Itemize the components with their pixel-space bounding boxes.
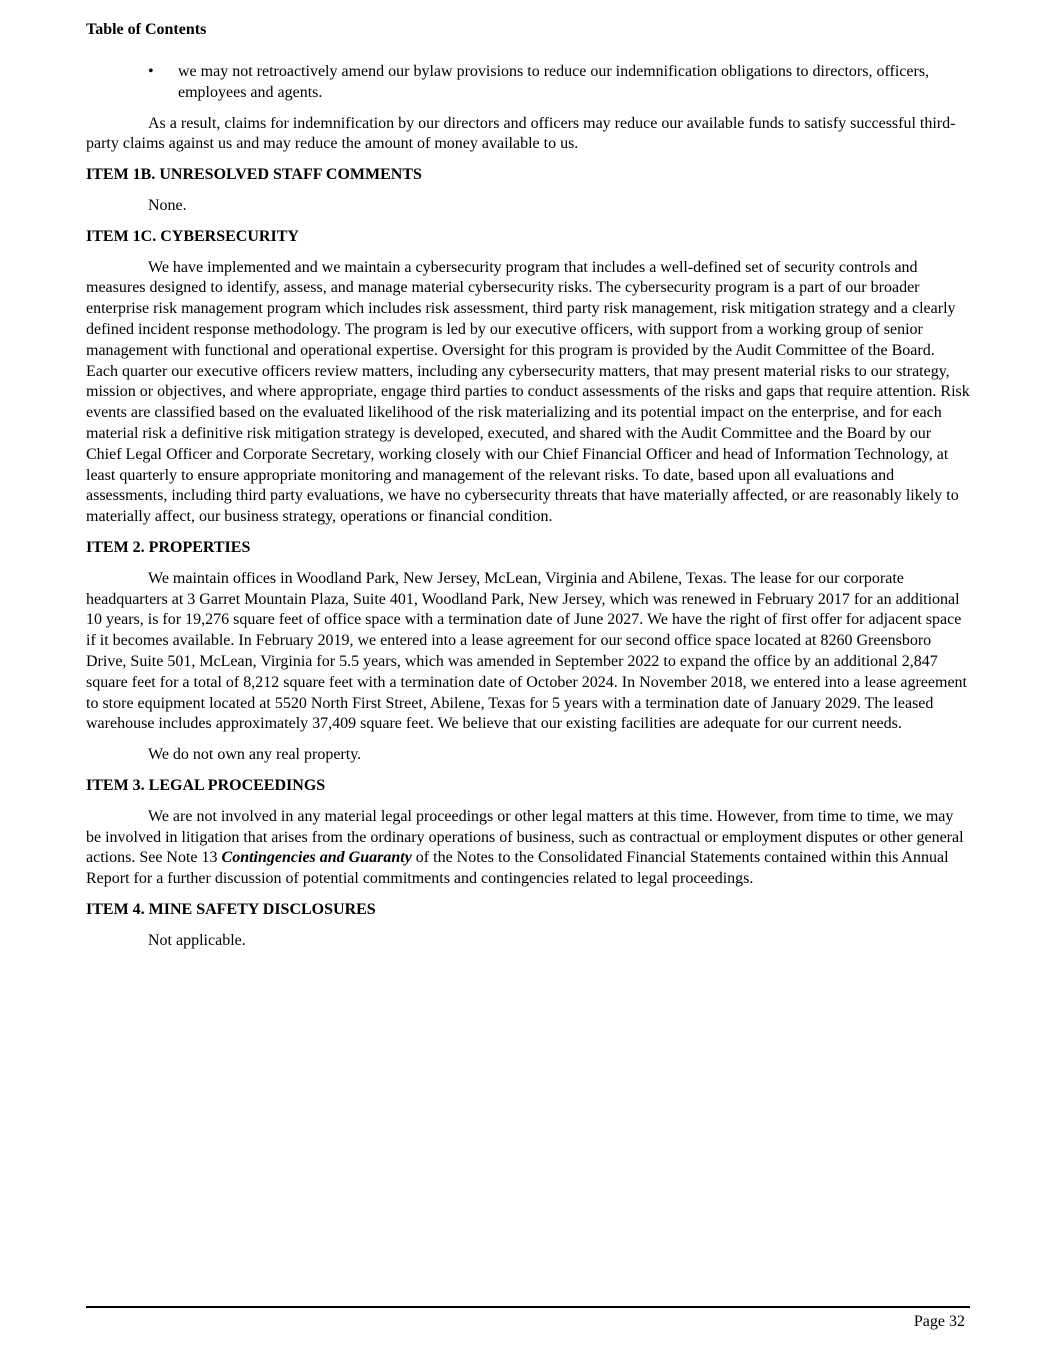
table-of-contents-link[interactable]: Table of Contents bbox=[86, 21, 207, 38]
item-1b-heading: ITEM 1B. UNRESOLVED STAFF COMMENTS bbox=[86, 166, 422, 184]
bullet-item bbox=[86, 62, 970, 104]
item-1c-body: We have implemented and we maintain a cybersecurity program that includes a well-defined set of security controls and measures designed to identify, assess, and manage material cybersecurity risks. The cybersecurity program is a part of our broader enterprise risk management program which includes risk assessment, third party risk management, risk mitigation strategy and a clearly defined incident response methodology. The program is led by our executive officers, with support from a working group of senior management with functional and operational expertise. Oversight for this program is provided by the Audit Committee of the Board. Each quarter our executive officers review matters, including any cybersecurity matters, that may present material risks to our strategy, mission or objectives, and where appropriate, engage third parties to conduct assessments of the risks and gaps that require attention. Risk events are classified based on the evaluated likelihood of the risk materializing and its potential impact on the enterprise, and for each material risk a definitive risk mitigation strategy is developed, executed, and shared with the Audit Committee and the Board by our Chief Legal Officer and Corporate Secretary, working closely with our Chief Financial Officer and head of Information Technology, at least quarterly to ensure appropriate monitoring and management of the relevant risks. To date, based upon all evaluations and assessments, including third party evaluations, we have no cybersecurity threats that have materially affected, or are reasonably likely to materially affect, our business strategy, operations or financial condition. bbox=[86, 258, 970, 526]
item-3-body-before: We are not involved in any material legal proceedings or other legal matters at this time. However, from time to time, we may be involved in litigation that arises from the ordinary operations of business, such as contractual or employment disputes or other general actions. See Note 13 bbox=[86, 807, 964, 867]
page-number: Page 32 bbox=[913, 1313, 965, 1330]
item-3-body-after: of the Notes to the Consolidated Financial Statements contained within this Annual Report for a further discussion of potential commitments and contingencies related to legal proceedings. bbox=[86, 849, 949, 888]
item-2-body: We maintain offices in Woodland Park, New Jersey, McLean, Virginia and Abilene, Texas. The lease for our corporate headquarters at 3 Garret Mountain Plaza, Suite 401, Woodland Park, New Jersey, which was renewed in February 2017 for an additional 10 years, is for 19,276 square feet of office space with a termination date of June 2027. We have the right of first offer for adjacent space if it becomes available. In February 2019, we entered into a lease agreement for our second office space located at 8260 Greensboro Drive, Suite 501, McLean, Virginia for 5.5 years, which was amended in September 2022 to expand the office by an additional 2,847 square feet for a total of 8,212 square feet with a termination date of October 2024. In November 2018, we entered into a lease agreement to store equipment located at 5520 North First Street, Abilene, Texas for 5 years with a termination date of January 2029. The leased warehouse includes approximately 37,409 square feet. We believe that our existing facilities are adequate for our current needs. bbox=[86, 569, 967, 733]
item-3-body-emphasis: Contingencies and Guaranty bbox=[221, 849, 412, 867]
item-2-heading: ITEM 2. PROPERTIES bbox=[86, 538, 251, 556]
bullet-symbol: • bbox=[148, 63, 154, 80]
item-3-heading: ITEM 3. LEGAL PROCEEDINGS bbox=[86, 776, 326, 794]
item-4-heading: ITEM 4. MINE SAFETY DISCLOSURES bbox=[86, 900, 376, 918]
item-2-body-2: We do not own any real property. bbox=[148, 746, 362, 764]
item-4-body: Not applicable. bbox=[148, 931, 246, 949]
document-page bbox=[86, 20, 970, 951]
bullet-text: we may not retroactively amend our bylaw provisions to reduce our indemnification obligations to directors, officers, employees and agents. bbox=[178, 63, 930, 101]
item-1b-body: None. bbox=[148, 196, 187, 214]
footer-divider bbox=[86, 1306, 970, 1308]
item-3-body bbox=[86, 807, 970, 890]
item-1c-heading: ITEM 1C. CYBERSECURITY bbox=[86, 227, 299, 245]
intro-paragraph: As a result, claims for indemnification by our directors and officers may reduce our available funds to satisfy successful third-party claims against us and may reduce the amount of money available to us. bbox=[86, 114, 956, 153]
